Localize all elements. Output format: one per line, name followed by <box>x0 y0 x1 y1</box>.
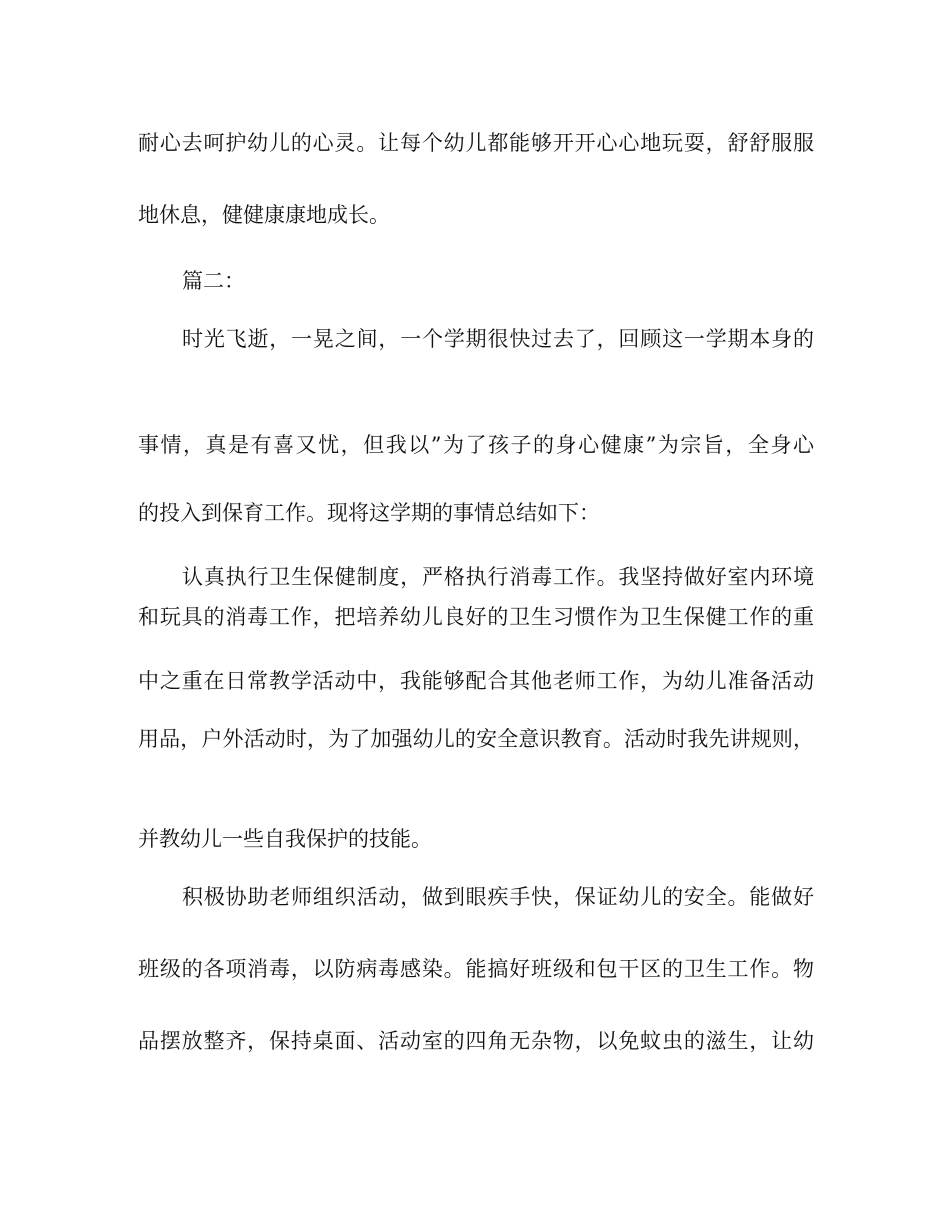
text-line: 耐心去呵护幼儿的心灵。让每个幼儿都能够开开心心地玩耍，舒舒服服 <box>138 131 814 155</box>
section-heading: 篇二： <box>182 269 245 293</box>
text-line: 的投入到保育工作。现将这学期的事情总结如下： <box>138 501 600 525</box>
text-line: 时光飞逝，一晃之间，一个学期很快过去了，回顾这一学期本身的 <box>182 327 814 351</box>
text-line: 事情，真是有喜又忧，但我以”为了孩子的身心健康”为宗旨，全身心 <box>138 433 814 457</box>
text-line: 品摆放整齐，保持桌面、活动室的四角无杂物，以免蚊虫的滋生，让幼 <box>138 1029 814 1053</box>
text-line: 用品，户外活动时，为了加强幼儿的安全意识教育。活动时我先讲规则， <box>138 727 814 751</box>
text-line: 中之重在日常教学活动中，我能够配合其他老师工作，为幼儿准备活动 <box>138 669 814 693</box>
text-line: 地休息，健健康康地成长。 <box>138 203 390 227</box>
text-line: 并教幼儿一些自我保护的技能。 <box>138 827 432 851</box>
text-line: 和玩具的消毒工作，把培养幼儿良好的卫生习惯作为卫生保健工作的重 <box>138 605 814 629</box>
text-line: 积极协助老师组织活动，做到眼疾手快，保证幼儿的安全。能做好 <box>182 885 814 909</box>
text-line: 认真执行卫生保健制度，严格执行消毒工作。我坚持做好室内环境 <box>182 565 814 589</box>
text-line: 班级的各项消毒，以防病毒感染。能搞好班级和包干区的卫生工作。物 <box>138 957 814 981</box>
